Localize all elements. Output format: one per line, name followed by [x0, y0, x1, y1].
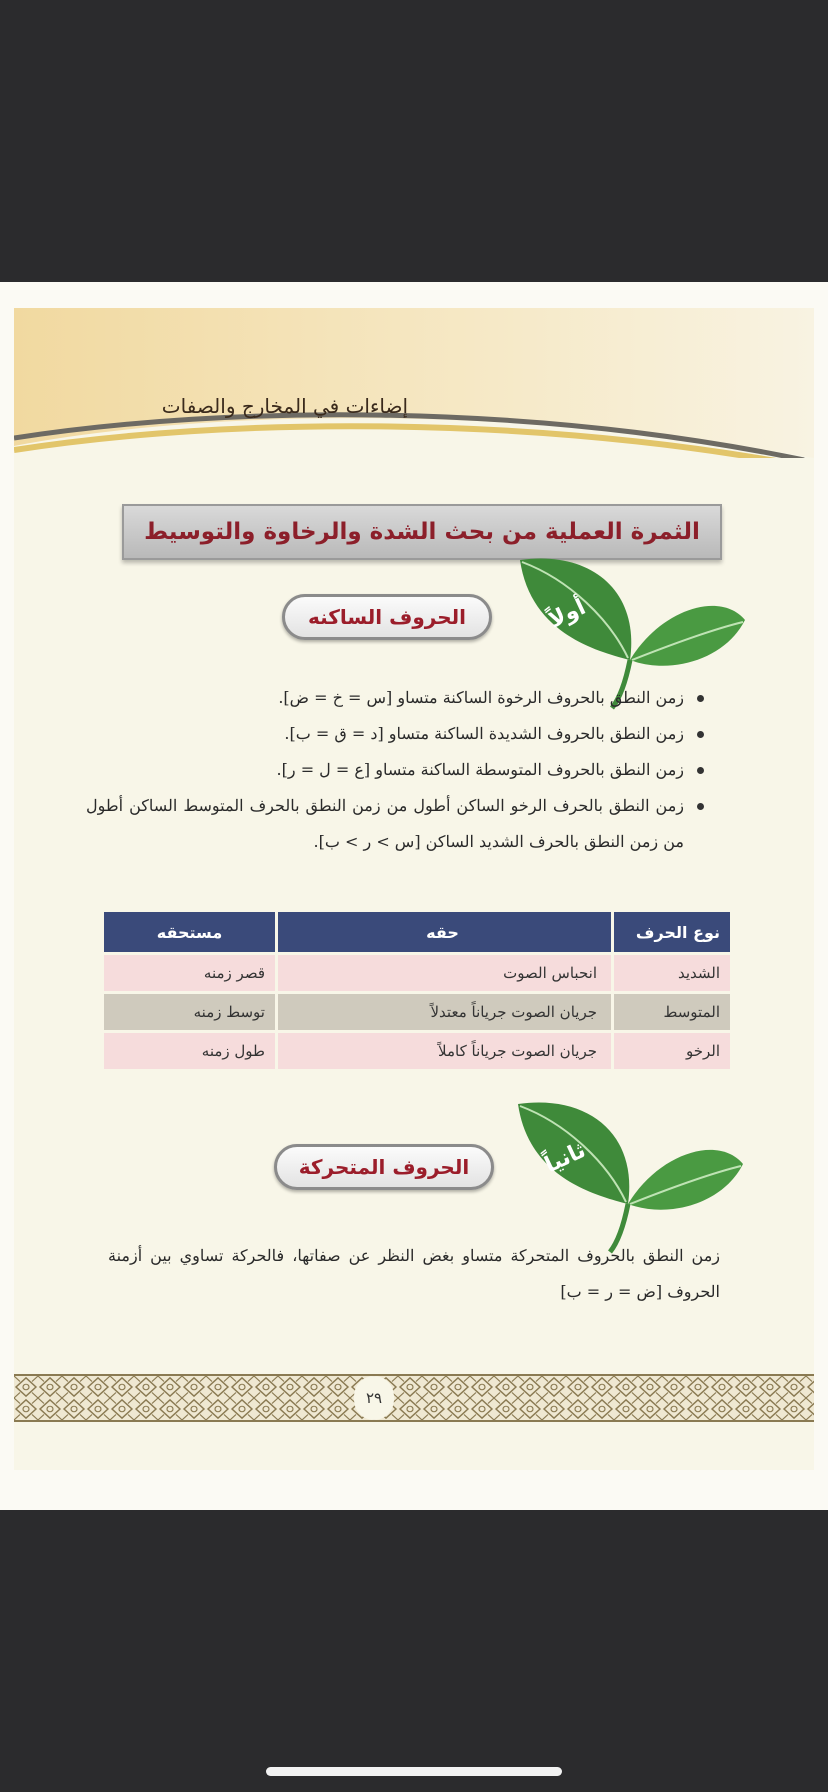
bottom-dark-bar: [0, 1510, 828, 1792]
top-dark-bar: [0, 0, 828, 282]
table-row: [104, 1033, 730, 1069]
table-header-due: مستحقه: [104, 912, 278, 952]
table-cell: انحباس الصوت: [278, 955, 614, 991]
section-title: الثمرة العملية من بحث الشدة والرخاوة والتوسيط: [144, 519, 700, 545]
table-header-row: [104, 912, 730, 952]
heading-sakin: الحروف الساكنه: [308, 605, 466, 629]
table-row: [104, 994, 730, 1030]
mutaharrik-paragraph: زمن النطق بالحروف المتحركة متساو بغض النظر عن صفاتها، فالحركة تساوي بين أزمنة الحروف [ض = ر = ب]: [108, 1246, 720, 1301]
table-cell: المتوسط: [614, 994, 730, 1030]
heading-pill-mutaharrik: [274, 1144, 494, 1190]
table-cell: الرخو: [614, 1033, 730, 1069]
header-swoosh: [14, 308, 814, 458]
table-cell: قصر زمنه: [104, 955, 278, 991]
table-cell: جريان الصوت جرياناً معتدلاً: [278, 994, 614, 1030]
heading-pill-sakin: [282, 594, 492, 640]
leaf-badge-first-label: أولاً: [544, 594, 590, 634]
table-cell: طول زمنه: [104, 1033, 278, 1069]
header-band: [14, 308, 814, 458]
table-row: [104, 955, 730, 991]
heading-mutaharrik: الحروف المتحركة: [298, 1155, 470, 1179]
running-header-title: إضاءات في المخارج والصفات: [161, 394, 408, 418]
page-number: ٢٩: [354, 1376, 394, 1420]
list-item: زمن النطق بالحرف الرخو الساكن أطول من زمن النطق بالحرف المتوسط الساكن أطول من زمن النطق بالحرف الشديد الساكن [س > ر > ب].: [86, 788, 706, 860]
letters-table: [104, 909, 730, 1072]
table-cell: توسط زمنه: [104, 994, 278, 1030]
list-item: زمن النطق بالحروف الرخوة الساكنة متساو [س = خ = ض].: [86, 680, 706, 716]
ornament-strip: [14, 1374, 814, 1422]
table-cell: الشديد: [614, 955, 730, 991]
leaf-badge-second-icon: [498, 1094, 748, 1254]
list-item: زمن النطق بالحروف الشديدة الساكنة متساو [د = ق = ب].: [86, 716, 706, 752]
home-indicator[interactable]: [266, 1767, 562, 1776]
list-item: زمن النطق بالحروف المتوسطة الساكنة متساو [ع = ل = ر].: [86, 752, 706, 788]
book-page: [0, 282, 828, 1510]
table-header-right: حقه: [278, 912, 614, 952]
leaf-badge-second-label: ثانياً: [540, 1137, 590, 1179]
table-cell: جريان الصوت جرياناً كاملاً: [278, 1033, 614, 1069]
table-header-type: نوع الحرف: [614, 912, 730, 952]
sakin-rules-list: [86, 680, 706, 860]
